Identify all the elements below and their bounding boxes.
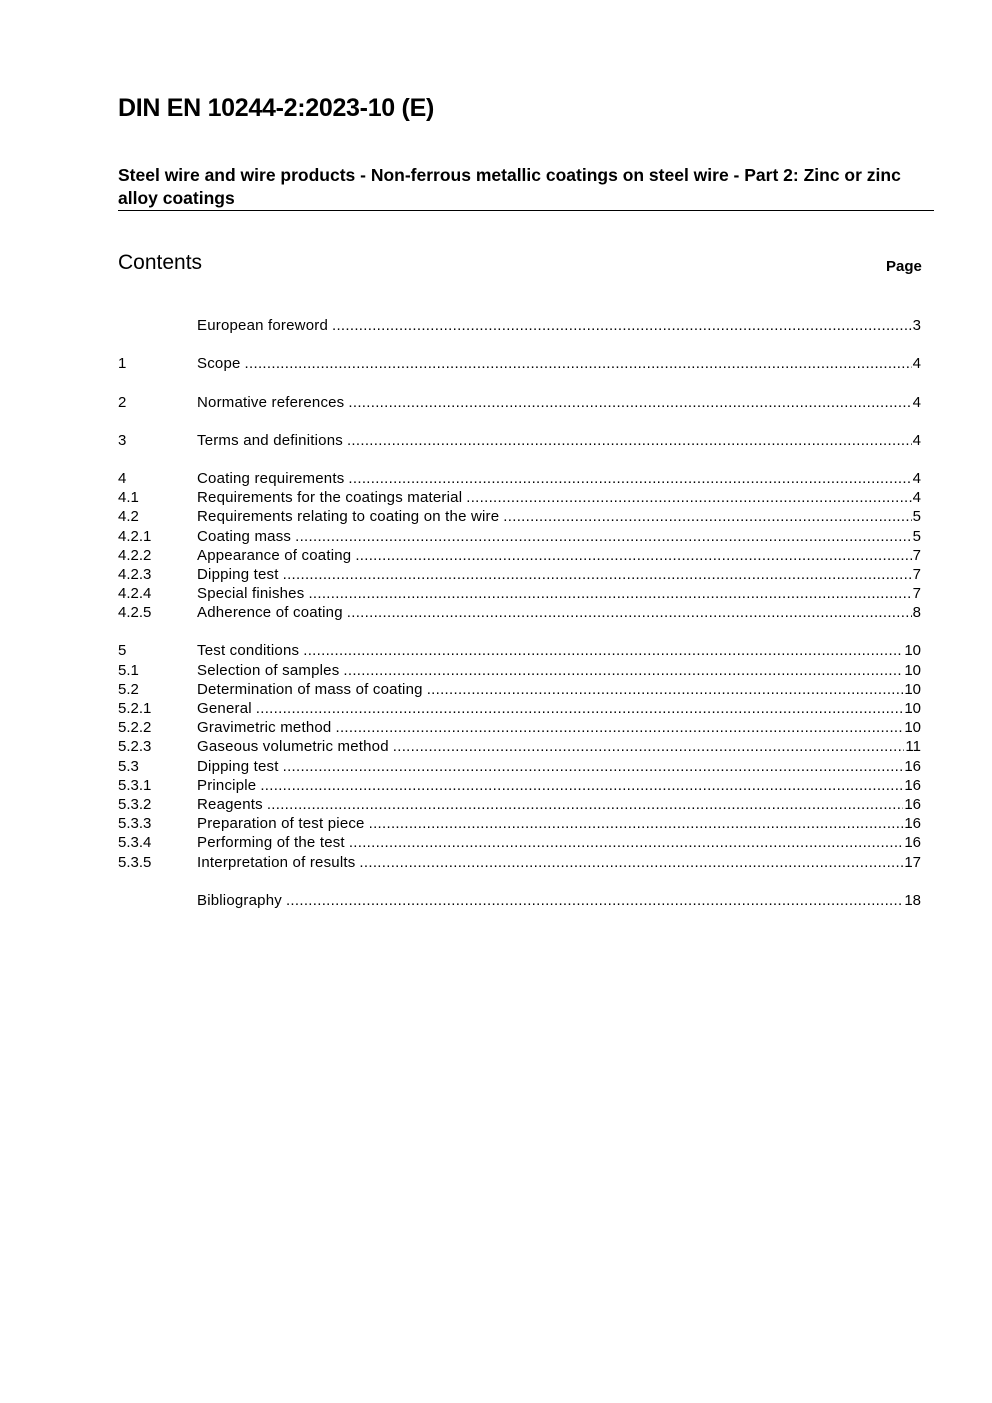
toc-page-number: 4 <box>912 469 921 487</box>
toc-page-number: 3 <box>912 317 921 335</box>
toc-section-number: 5.2.1 <box>118 700 152 717</box>
toc-page-number: 16 <box>904 815 921 833</box>
toc-dot-leader <box>347 431 912 450</box>
toc-section-title: Scope <box>197 355 241 373</box>
toc-dot-leader <box>348 393 911 412</box>
toc-section-number: 4.1 <box>118 489 139 507</box>
toc-entry[interactable] <box>118 776 921 795</box>
toc-section-number: 3 <box>118 431 127 449</box>
toc-entry[interactable] <box>118 507 921 526</box>
toc-section-number: 5.1 <box>118 661 139 679</box>
toc-page-number: 7 <box>912 546 921 564</box>
toc-entry[interactable] <box>118 546 921 565</box>
toc-section-number: 5.3 <box>118 757 139 775</box>
toc-page-number: 11 <box>905 738 921 756</box>
toc-section-title: Requirements relating to coating on the wire <box>197 508 500 526</box>
toc-section-number: 5.3.2 <box>118 795 152 813</box>
toc-section-title: Principle <box>197 776 257 794</box>
toc-dot-leader <box>260 776 903 795</box>
toc-page-number: 10 <box>904 661 921 679</box>
toc-page-number: 4 <box>912 393 921 411</box>
contents-heading: Contents <box>118 251 203 274</box>
toc-dot-leader <box>335 718 903 737</box>
toc-page-number: 18 <box>904 891 921 909</box>
toc-page-number: 4 <box>912 431 921 449</box>
toc-page-number: 17 <box>904 853 921 871</box>
toc-section-title: Dipping test <box>197 565 279 583</box>
toc-section-number: 2 <box>118 393 127 411</box>
toc-entry[interactable] <box>118 756 921 775</box>
toc-page-number: 4 <box>912 489 921 507</box>
toc-entry[interactable] <box>118 431 921 450</box>
toc-section-number: 4.2.2 <box>118 546 152 564</box>
toc-page-number: 8 <box>912 604 921 622</box>
title-divider <box>118 210 934 211</box>
toc-section-title: Coating requirements <box>197 469 345 487</box>
toc-section-number: 5.3.4 <box>118 834 152 852</box>
toc-page-number: 16 <box>904 795 921 813</box>
toc-dot-leader <box>427 680 904 699</box>
toc-dot-leader <box>359 853 903 872</box>
toc-dot-leader <box>393 737 905 756</box>
toc-page-number: 10 <box>904 719 921 737</box>
toc-dot-leader <box>283 757 904 776</box>
toc-section-title: Gaseous volumetric method <box>197 738 389 756</box>
toc-section-title: Coating mass <box>197 527 292 545</box>
toc-section-title: Interpretation of results <box>197 853 356 871</box>
toc-entry[interactable] <box>118 488 921 507</box>
toc-page-number: 16 <box>904 757 921 775</box>
toc-page-number: 4 <box>912 355 921 373</box>
toc-entry[interactable] <box>118 891 921 910</box>
toc-entry[interactable] <box>118 795 921 814</box>
toc-section-title: Gravimetric method <box>197 719 332 737</box>
toc-section-number: 4.2 <box>118 508 139 526</box>
toc-entry[interactable] <box>118 737 921 756</box>
toc-dot-leader <box>343 661 903 680</box>
toc-section-number: 4.2.3 <box>118 565 152 583</box>
toc-dot-leader <box>349 833 904 852</box>
toc-section-number: 5.3.3 <box>118 815 152 833</box>
toc-section-title: Bibliography <box>197 891 282 909</box>
toc-section-title: Reagents <box>197 795 263 813</box>
toc-section-number: 1 <box>118 355 127 373</box>
toc-entry[interactable] <box>118 469 921 488</box>
toc-page-number: 16 <box>904 776 921 794</box>
toc-section-number: 5.2.2 <box>118 719 152 737</box>
toc-dot-leader <box>347 603 912 622</box>
toc-dot-leader <box>466 488 911 507</box>
toc-dot-leader <box>245 354 912 373</box>
toc-section-number: 4.2.4 <box>118 585 152 603</box>
toc-section-number: 4.2.5 <box>118 604 152 622</box>
toc-section-title: European foreword <box>197 317 328 335</box>
toc-entry[interactable] <box>118 565 921 584</box>
toc-entry[interactable] <box>118 526 921 545</box>
toc-group <box>118 641 921 871</box>
toc-group <box>118 891 921 910</box>
toc-section-number: 5.2 <box>118 680 139 698</box>
toc-section-title: Performing of the test <box>197 834 345 852</box>
page-column-heading: Page <box>886 258 922 275</box>
toc-group <box>118 431 921 450</box>
toc-section-number: 4.2.1 <box>118 527 152 545</box>
document-title: Steel wire and wire products - Non-ferrous metallic coatings on steel wire - Part 2: Zinc or zinc alloy coatings <box>118 165 901 208</box>
toc-dot-leader <box>369 814 904 833</box>
toc-entry[interactable] <box>118 814 921 833</box>
toc-section-title: Normative references <box>197 393 345 411</box>
toc-dot-leader <box>295 527 912 546</box>
toc-entry[interactable] <box>118 316 921 335</box>
toc-page-number: 10 <box>904 642 921 660</box>
toc-dot-leader <box>348 469 911 488</box>
toc-section-number: 5.2.3 <box>118 738 152 756</box>
toc-entry[interactable] <box>118 680 921 699</box>
toc-dot-leader <box>332 316 912 335</box>
toc-section-title: Terms and definitions <box>197 431 343 449</box>
toc-page-number: 10 <box>904 680 921 698</box>
toc-entry[interactable] <box>118 392 921 411</box>
toc-section-title: Determination of mass of coating <box>197 680 423 698</box>
toc-entry[interactable] <box>118 603 921 622</box>
toc-group <box>118 469 921 623</box>
table-of-contents <box>118 316 921 929</box>
toc-section-number: 4 <box>118 469 127 487</box>
toc-section-number: 5.3.5 <box>118 853 152 871</box>
toc-page-number: 16 <box>904 834 921 852</box>
toc-section-number: 5 <box>118 642 127 660</box>
toc-section-title: Special finishes <box>197 585 305 603</box>
toc-dot-leader <box>503 507 911 526</box>
toc-dot-leader <box>256 699 904 718</box>
toc-group <box>118 392 921 411</box>
toc-section-title: Appearance of coating <box>197 546 352 564</box>
toc-section-title: Preparation of test piece <box>197 815 365 833</box>
toc-dot-leader <box>283 565 912 584</box>
toc-entry[interactable] <box>118 852 921 871</box>
toc-section-title: Adherence of coating <box>197 604 343 622</box>
toc-dot-leader <box>308 584 911 603</box>
toc-page-number: 10 <box>904 700 921 717</box>
document-code: DIN EN 10244-2:2023-10 (E) <box>118 94 434 122</box>
toc-dot-leader <box>286 891 903 910</box>
toc-section-title: Dipping test <box>197 757 279 775</box>
toc-entry[interactable] <box>118 354 921 373</box>
toc-entry[interactable] <box>118 584 921 603</box>
toc-entry[interactable] <box>118 718 921 737</box>
toc-page-number: 5 <box>912 508 921 526</box>
toc-entry[interactable] <box>118 699 921 718</box>
toc-section-title: General <box>197 700 252 717</box>
toc-dot-leader <box>267 795 904 814</box>
toc-group <box>118 354 921 373</box>
toc-page-number: 5 <box>912 527 921 545</box>
toc-section-title: Requirements for the coatings material <box>197 489 463 507</box>
toc-dot-leader <box>355 546 911 565</box>
toc-group <box>118 316 921 335</box>
toc-page-number: 7 <box>912 585 921 603</box>
toc-page-number: 7 <box>912 565 921 583</box>
toc-entry[interactable] <box>118 641 921 660</box>
toc-section-title: Test conditions <box>197 642 300 660</box>
toc-entry[interactable] <box>118 833 921 852</box>
toc-dot-leader <box>303 641 903 660</box>
toc-section-title: Selection of samples <box>197 661 340 679</box>
toc-entry[interactable] <box>118 660 921 679</box>
toc-section-number: 5.3.1 <box>118 776 152 794</box>
